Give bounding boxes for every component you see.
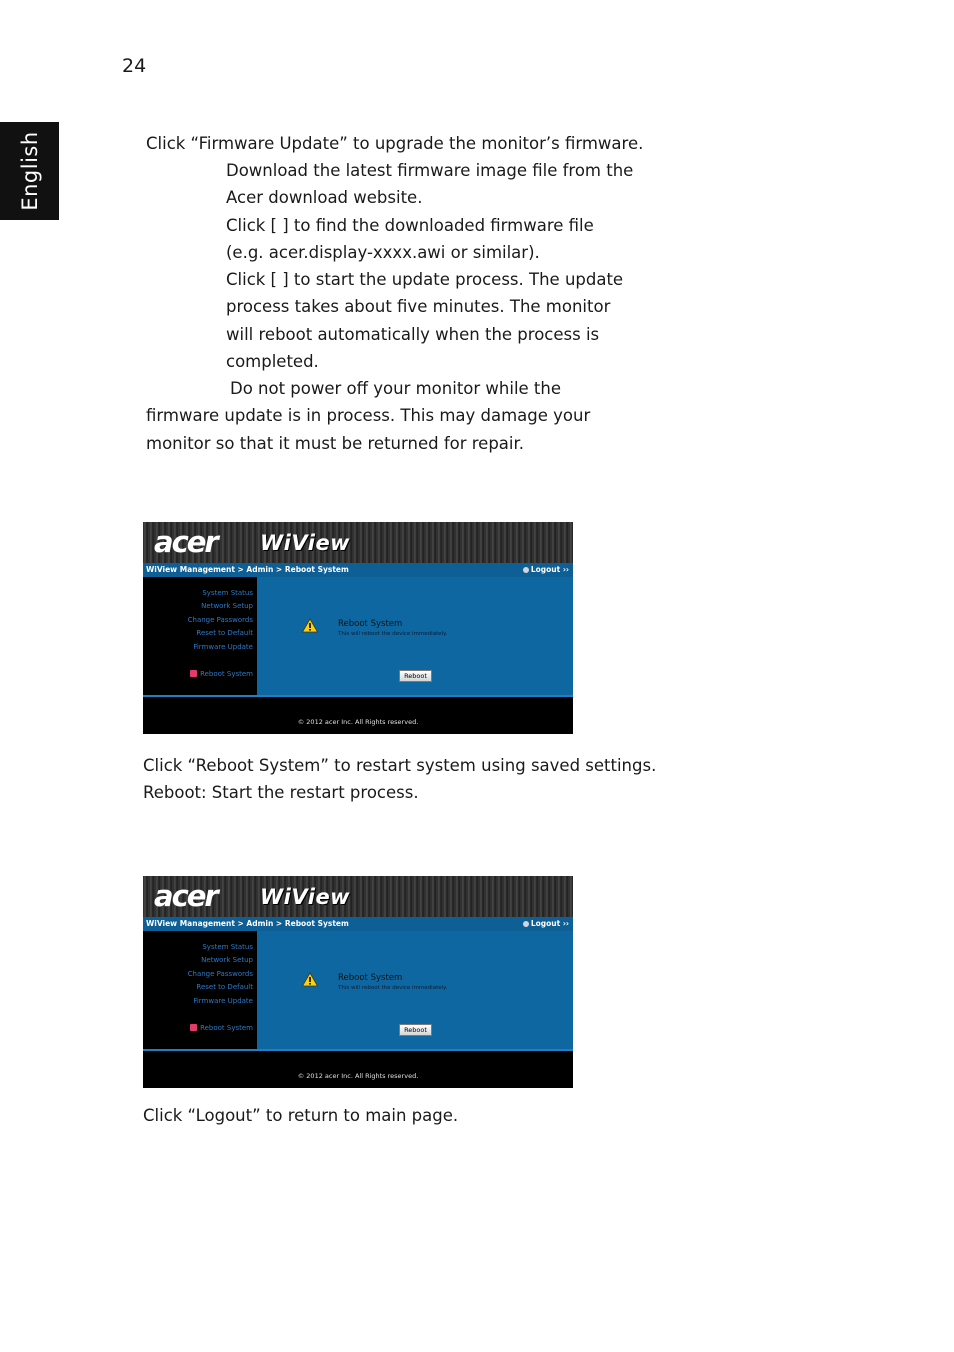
warning-line: monitor so that it must be returned for repair. <box>146 434 525 453</box>
copyright: © 2012 acer Inc. All Rights reserved. <box>297 1072 419 1080</box>
admin-sidebar <box>143 931 256 1049</box>
breadcrumb: WiView Management > Admin > Reboot System <box>146 565 349 574</box>
instruction-line: completed. <box>226 352 319 371</box>
warning-line: firmware update is in process. This may damage your <box>146 406 591 425</box>
sidebar-item-change-passwords[interactable]: Change Passwords <box>187 970 253 978</box>
sidebar-item-system-status[interactable]: System Status <box>202 943 253 951</box>
dialog-title: Reboot System <box>338 973 403 983</box>
language-tab-label: English <box>17 131 42 211</box>
logout-link[interactable] <box>523 919 569 928</box>
page-number: 24 <box>122 55 147 77</box>
instruction-line: Download the latest firmware image file from the <box>226 161 634 180</box>
instruction-line: Click [ ] to find the downloaded firmware file <box>226 216 594 235</box>
product-name: WiView <box>260 885 351 909</box>
admin-sidebar <box>143 577 256 695</box>
acer-logo: acer <box>154 879 217 913</box>
sidebar-item-label: Reboot System <box>200 1024 253 1032</box>
instruction-line: Click “Logout” to return to main page. <box>143 1106 459 1125</box>
sidebar-item-system-status[interactable]: System Status <box>202 589 253 597</box>
nav-bar <box>143 917 573 931</box>
instruction-line: will reboot automatically when the process is <box>226 325 600 344</box>
dialog-message: This will reboot the device immediately. <box>338 631 448 637</box>
active-marker-icon <box>190 670 197 677</box>
active-marker-icon <box>190 1024 197 1031</box>
reboot-panel <box>257 931 573 1049</box>
reboot-panel <box>257 577 573 695</box>
language-tab <box>0 122 59 220</box>
reboot-button[interactable]: Reboot <box>399 670 432 682</box>
sidebar-item-label: Reboot System <box>200 670 253 678</box>
instruction-line: Reboot: Start the restart process. <box>143 783 419 802</box>
instruction-line: (e.g. acer.display-xxxx.awi or similar). <box>226 243 540 262</box>
nav-bar <box>143 563 573 577</box>
footer <box>143 697 573 734</box>
logout-label: Logout ›› <box>530 919 569 928</box>
sidebar-item-firmware-update[interactable]: Firmware Update <box>193 643 253 651</box>
instruction-line: process takes about five minutes. The monitor <box>226 297 611 316</box>
warning-icon <box>302 972 318 987</box>
warning-icon <box>302 618 318 633</box>
logout-link[interactable] <box>523 565 569 574</box>
sidebar-item-reboot-system[interactable] <box>190 670 253 678</box>
footer <box>143 1051 573 1088</box>
instruction-line: Click [ ] to start the update process. The update <box>226 270 624 289</box>
sidebar-item-reboot-system[interactable] <box>190 1024 253 1032</box>
breadcrumb: WiView Management > Admin > Reboot System <box>146 919 349 928</box>
sidebar-item-firmware-update[interactable]: Firmware Update <box>193 997 253 1005</box>
reboot-button[interactable]: Reboot <box>399 1024 432 1036</box>
instruction-line: Click “Firmware Update” to upgrade the monitor’s firmware. <box>146 134 644 153</box>
copyright: © 2012 acer Inc. All Rights reserved. <box>297 718 419 726</box>
reboot-screen-2 <box>143 876 573 1088</box>
reboot-screen-1 <box>143 522 573 734</box>
header-banner <box>143 522 573 563</box>
warning-line: Do not power off your monitor while the <box>230 379 562 398</box>
logout-label: Logout ›› <box>530 565 569 574</box>
sidebar-item-change-passwords[interactable]: Change Passwords <box>187 616 253 624</box>
instruction-line: Click “Reboot System” to restart system using saved settings. <box>143 756 657 775</box>
header-banner <box>143 876 573 917</box>
acer-logo: acer <box>154 525 217 559</box>
logout-icon <box>523 567 529 573</box>
dialog-title: Reboot System <box>338 619 403 629</box>
instruction-line: Acer download website. <box>226 188 423 207</box>
sidebar-item-reset-to-default[interactable]: Reset to Default <box>196 983 253 991</box>
dialog-message: This will reboot the device immediately. <box>338 985 448 991</box>
product-name: WiView <box>260 531 351 555</box>
logout-icon <box>523 921 529 927</box>
sidebar-item-network-setup[interactable]: Network Setup <box>201 956 253 964</box>
sidebar-item-reset-to-default[interactable]: Reset to Default <box>196 629 253 637</box>
sidebar-item-network-setup[interactable]: Network Setup <box>201 602 253 610</box>
